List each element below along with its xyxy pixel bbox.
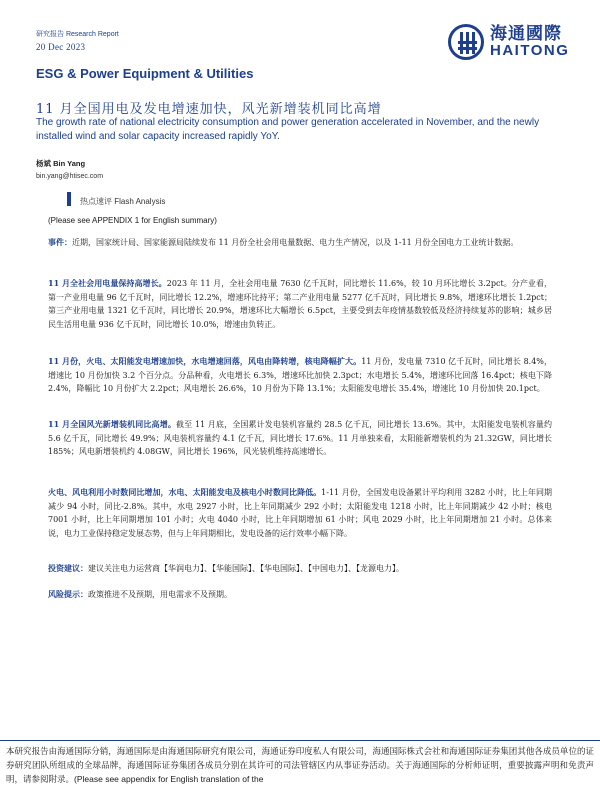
footer-disclaimer-cn: 本研究报告由海通国际分销，海通国际是由海通国际研究有限公司，海通证券印度私人有限公司，海通国际株式会社和海通国际证券集团其他各成员单位的证券研究团队所组成的全球品牌，海通国际证券集团各成员分别在其许可的司法管辖区内从事证券活动。关于海通国际的分析师证明，重要披露声明和免责声明，请参阅附录。 — [6, 747, 594, 785]
report-title-cn: 11 月全国用电及发电增速加快，风光新增装机同比高增 — [36, 102, 382, 117]
paragraph-body: 2023 年 11 月，全社会用电量 7630 亿千瓦时，同比增长 11.6%，较 10 月环比增长 3.2pct。分产业看，第一产业用电量 96 亿千瓦时，同比增长 12.2%，增速环比持平；第二产业用电量 5277 亿千瓦时，同比增长 9.8%，增速环比增长 1.2pct；第三产业用电量 1321 亿千瓦时，同比增长 20.9%，增速环比大幅增长 6.5pct，主要受到去年疫情基数较低及经济持续复苏的影响；城乡居民生活用电量 936 亿千瓦时，同比增长 10.0%，增速由负转正。 — [48, 279, 553, 329]
paragraph-lead: 火电、风电利用小时数同比增加，水电、太阳能发电及核电小时数同比降低。 — [48, 487, 322, 497]
footer-disclaimer-en: (Please see appendix for English translation of the — [74, 774, 264, 784]
paragraph-investment-advice — [48, 562, 552, 576]
footer-divider — [0, 740, 600, 741]
company-logo — [448, 24, 569, 60]
paragraph-lead: 风险提示： — [48, 589, 88, 599]
paragraph-body: 政策推进不及预期，用电需求不及预期。 — [88, 590, 232, 599]
paragraph-capacity — [48, 418, 552, 459]
paragraph-event — [48, 236, 552, 250]
paragraph-lead: 11 月份，火电、太阳能发电增速加快，水电增速回落，风电由降转增，核电降幅扩大。 — [48, 356, 362, 366]
paragraph-lead: 事件： — [48, 237, 72, 247]
flash-analysis-label: 热点速评 Flash Analysis — [80, 197, 166, 206]
paragraph-body: 1-11 月份，全国发电设备累计平均利用 3282 小时，比上年同期减少 94 小时，同比-2.8%。其中，水电 2927 小时，比上年同期减少 292 小时；太阳能发电 1218 小时，比上年同期减少 42 小时；核电 7001 小时，比上年同期增加 101 小时；火电 4040 小时，比上年同期增加 61 小时；风电 2029 小时，比上年同期增加 21 小时。总体来说，电力工业保持稳定发展态势，但与上年同期相比，发电设备的运行效率小幅下降。 — [48, 488, 552, 538]
appendix-note: (Please see APPENDIX 1 for English summary) — [48, 216, 217, 225]
paragraph-utilization-hours — [48, 486, 552, 540]
paragraph-body: 近期，国家统计局、国家能源局陆续发布 11 月份全社会用电量数据、电力生产情况，以及 1-11 月份全国电力工业统计数据。 — [72, 238, 519, 247]
paragraph-body: 11 月份，发电量 7310 亿千瓦时，同比增长 8.4%，增速比 10 月份加快 3.2 个百分点。分品种看，火电增长 6.3%，增速环比加快 2.3pct；水电增长 5.4%，增速环比回落 16.4pct；核电下降 2.4%，降幅比 10 月份扩大 2.2pct；风电增长 26.6%，10 月份为下降 13.1%；太阳能发电增长 35.4%，增速比 10 月份加快 20.1pct。 — [48, 357, 552, 393]
flash-accent-bar — [67, 192, 71, 206]
logo-text-en: HAITONG — [490, 42, 570, 59]
report-title-en: The growth rate of national electricity consumption and power generation accelerated in November, and the newly installed wind and solar capacity increased rapidly YoY. — [36, 117, 540, 142]
paragraph-body: 截至 11 月底，全国累计发电装机容量约 28.5 亿千瓦，同比增长 13.6%。其中，太阳能发电装机容量约 5.6 亿千瓦，同比增长 49.9%；风电装机容量约 4.1 亿千瓦，同比增长 17.6%。11 月单独来看，太阳能新增装机约为 21.32GW，同比增长 185%；风电新增装机约 4.08GW，同比增长 196%，风光装机维持高速增长。 — [48, 420, 552, 456]
paragraph-consumption — [48, 277, 552, 331]
paragraph-lead: 11 月全社会用电量保持高增长。 — [48, 278, 167, 288]
author-name: 杨斌 Bin Yang — [36, 159, 86, 168]
logo-emblem-icon — [448, 24, 484, 60]
paragraph-generation — [48, 355, 552, 396]
paragraph-lead: 11 月全国风光新增装机同比高增。 — [48, 419, 176, 429]
report-type-label: 研究报告 Research Report — [36, 31, 119, 38]
report-date: 20 Dec 2023 — [36, 42, 86, 52]
sector-heading: ESG & Power Equipment & Utilities — [36, 66, 254, 81]
logo-text-cn: 海通國際 — [490, 24, 562, 43]
paragraph-body: 建议关注电力运营商【华润电力】、【华能国际】、【华电国际】、【中国电力】、【龙源电力】。 — [88, 564, 404, 573]
author-email[interactable]: bin.yang@htisec.com — [36, 173, 104, 180]
paragraph-risk-warning — [48, 588, 552, 602]
paragraph-lead: 投资建议： — [48, 563, 88, 573]
footer-disclaimer — [6, 746, 594, 788]
